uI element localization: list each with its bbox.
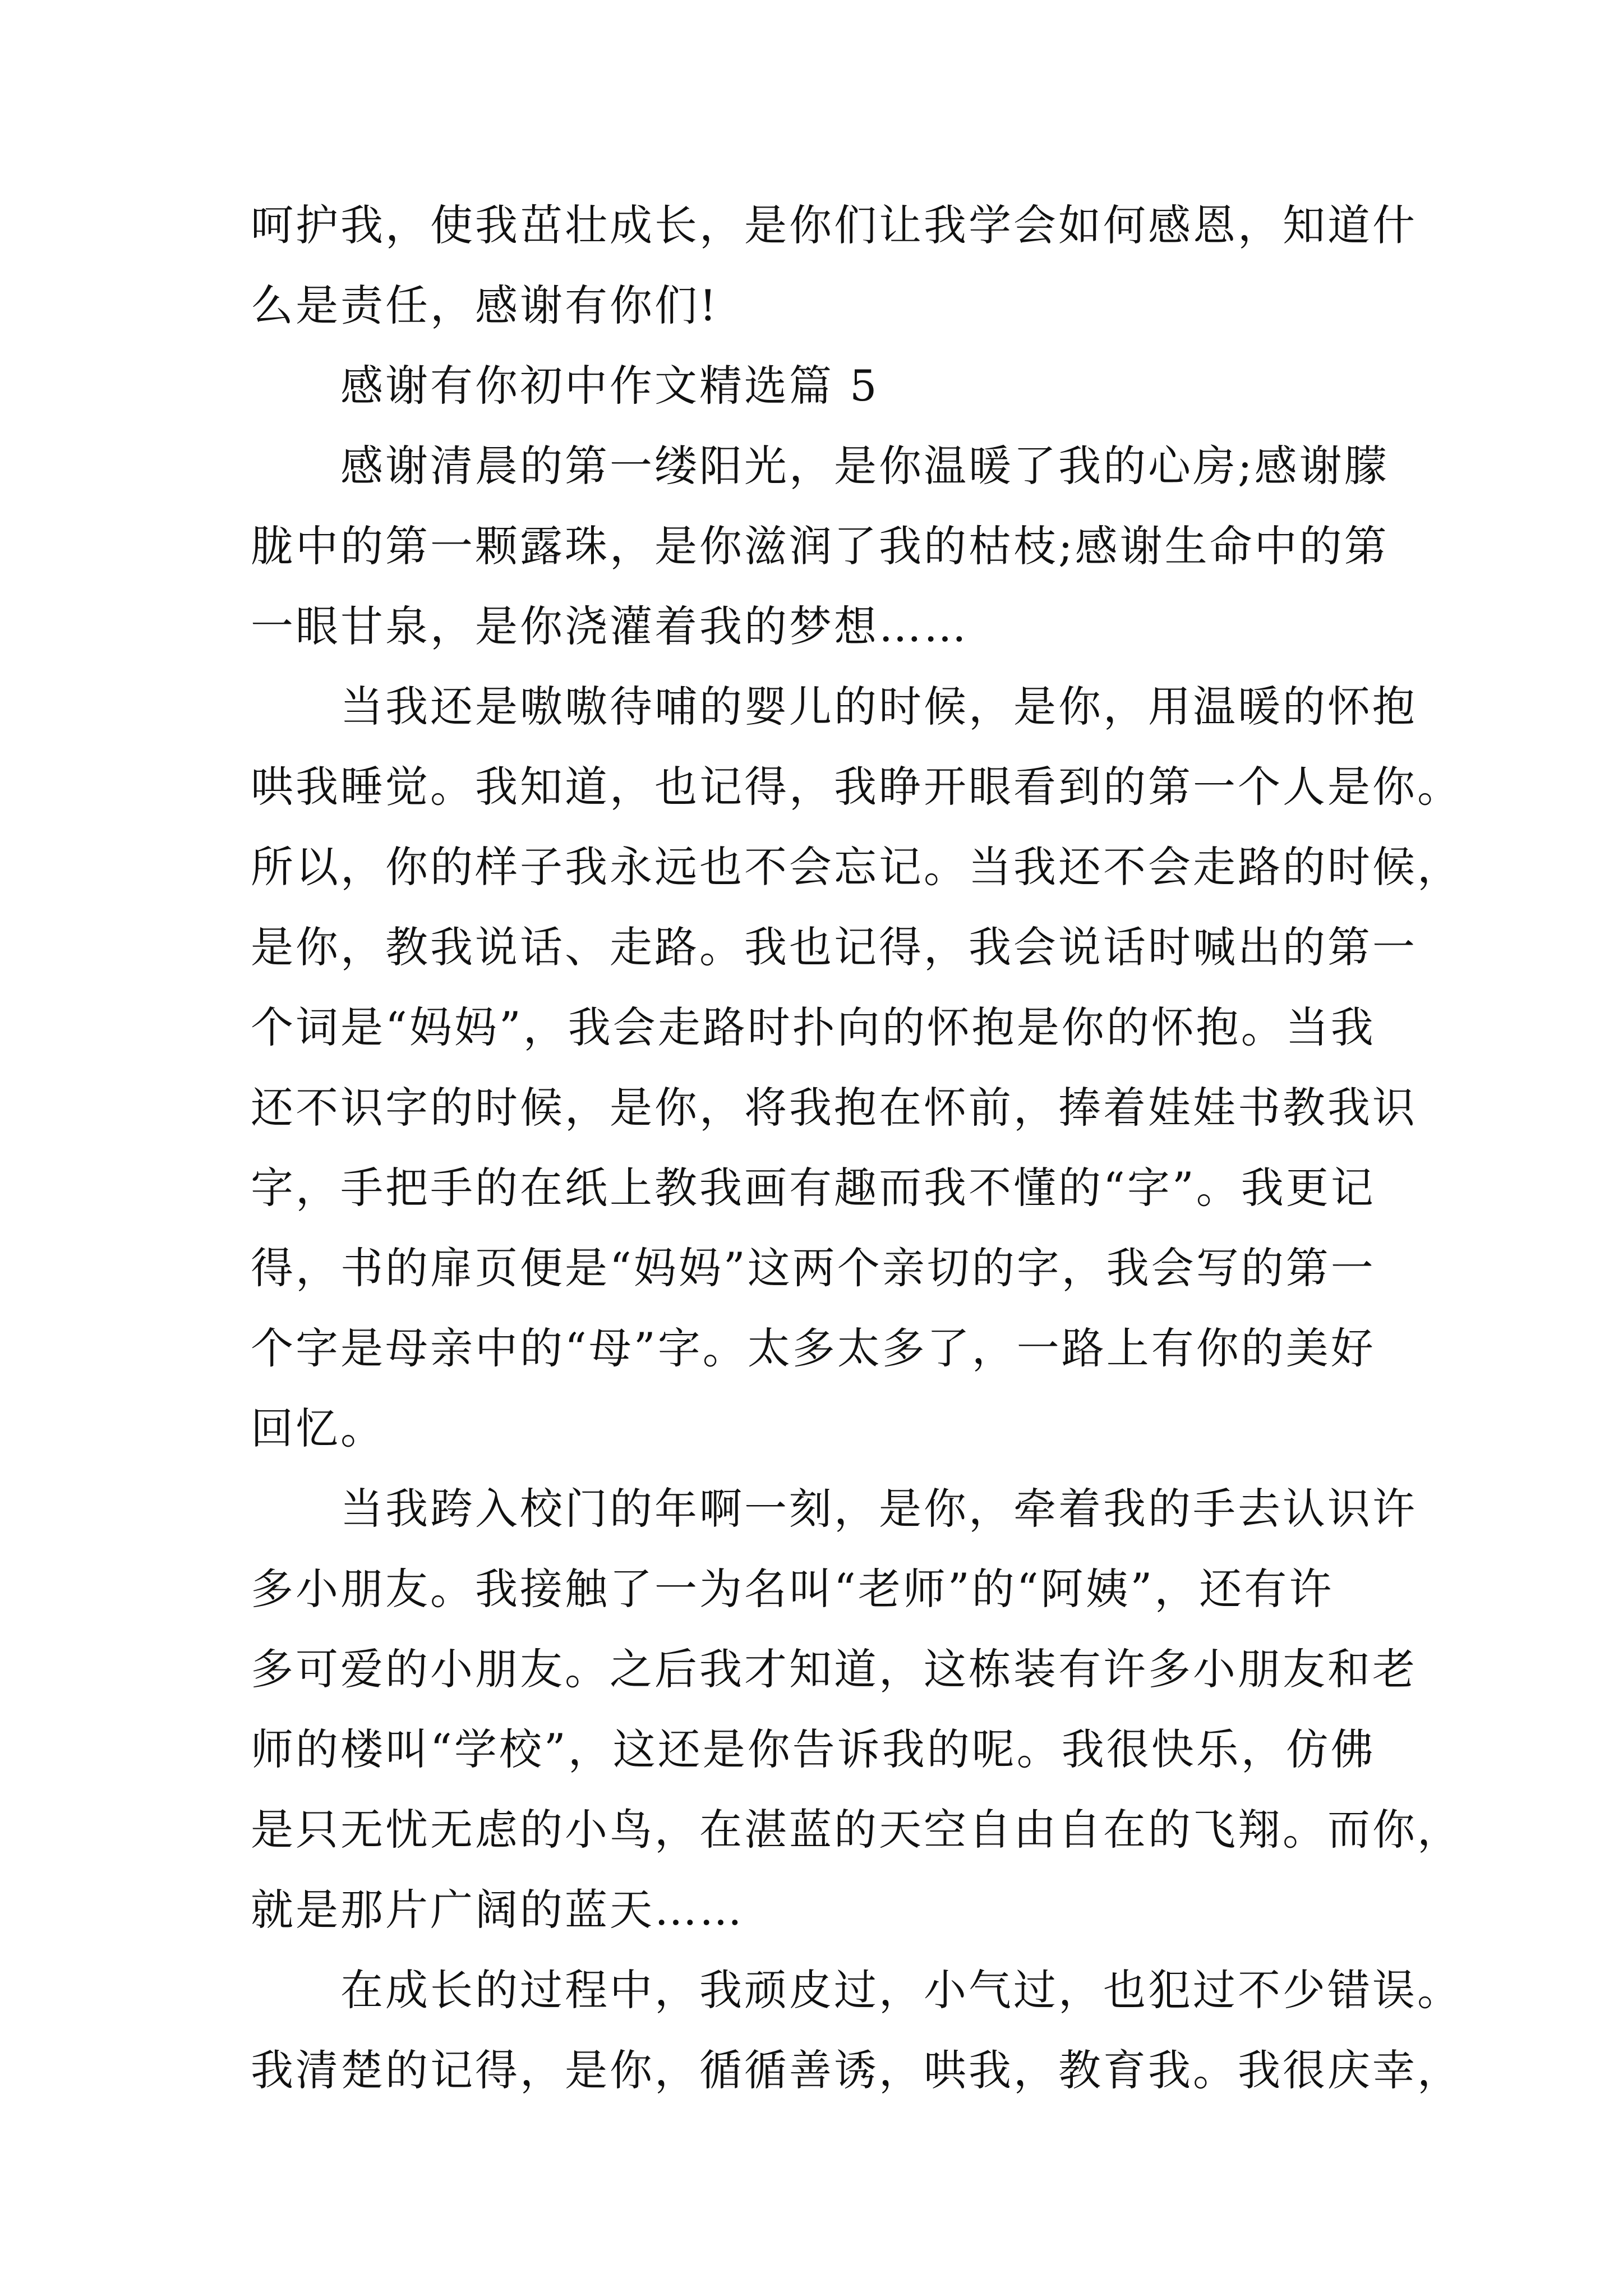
text-line: 字，手把手的在纸上教我画有趣而我不懂的“字”。我更记 bbox=[251, 1163, 1376, 1213]
text-line: 个字是母亲中的“母”字。太多太多了，一路上有你的美好 bbox=[251, 1323, 1376, 1373]
text-line: 得，书的扉页便是“妈妈”这两个亲切的字，我会写的第一 bbox=[251, 1243, 1376, 1293]
text-line: 多可爱的小朋友。之后我才知道，这栋装有许多小朋友和老 bbox=[251, 1644, 1417, 1694]
text-line: 我清楚的记得，是你，循循善诱，哄我，教育我。我很庆幸， bbox=[251, 2045, 1462, 2095]
text-line: 多小朋友。我接触了一为名叫“老师”的“阿姨”，还有许 bbox=[251, 1564, 1334, 1614]
text-line: 么是责任，感谢有你们! bbox=[251, 280, 719, 330]
section-heading: 感谢有你初中作文精选篇 5 bbox=[340, 361, 879, 411]
text-line: 是你，教我说话、走路。我也记得，我会说话时喊出的第一 bbox=[251, 922, 1417, 972]
text-line: 是只无忧无虑的小鸟，在湛蓝的天空自由自在的飞翔。而你， bbox=[251, 1805, 1462, 1855]
essay-text bbox=[251, 185, 1462, 2110]
text-line: 就是那片广阔的蓝天…… bbox=[251, 1885, 744, 1935]
text-line: 个词是“妈妈”，我会走路时扑向的怀抱是你的怀抱。当我 bbox=[251, 1002, 1376, 1052]
paragraph-start-line: 当我跨入校门的年啊一刻，是你，牵着我的手去认识许 bbox=[340, 1484, 1417, 1534]
text-line: 还不识字的时候，是你，将我抱在怀前，捧着娃娃书教我识 bbox=[251, 1083, 1417, 1133]
text-line: 哄我睡觉。我知道，也记得，我睁开眼看到的第一个人是你。 bbox=[251, 762, 1462, 812]
text-line: 所以，你的样子我永远也不会忘记。当我还不会走路的时候， bbox=[251, 842, 1462, 892]
paragraph-start-line: 在成长的过程中，我顽皮过，小气过，也犯过不少错误。 bbox=[340, 1965, 1462, 2015]
text-line: 师的楼叫“学校”，这还是你告诉我的呢。我很快乐，仿佛 bbox=[251, 1724, 1376, 1774]
paragraph-start-line: 感谢清晨的第一缕阳光，是你温暖了我的心房;感谢朦 bbox=[340, 441, 1389, 491]
text-line: 呵护我，使我茁壮成长，是你们让我学会如何感恩，知道什 bbox=[251, 200, 1417, 250]
paragraph-start-line: 当我还是嗷嗷待哺的婴儿的时候，是你，用温暖的怀抱 bbox=[340, 682, 1417, 731]
text-line: 回忆。 bbox=[251, 1404, 385, 1453]
text-line: 一眼甘泉，是你浇灌着我的梦想…… bbox=[251, 601, 969, 651]
text-line: 胧中的第一颗露珠，是你滋润了我的枯枝;感谢生命中的第 bbox=[251, 521, 1389, 571]
